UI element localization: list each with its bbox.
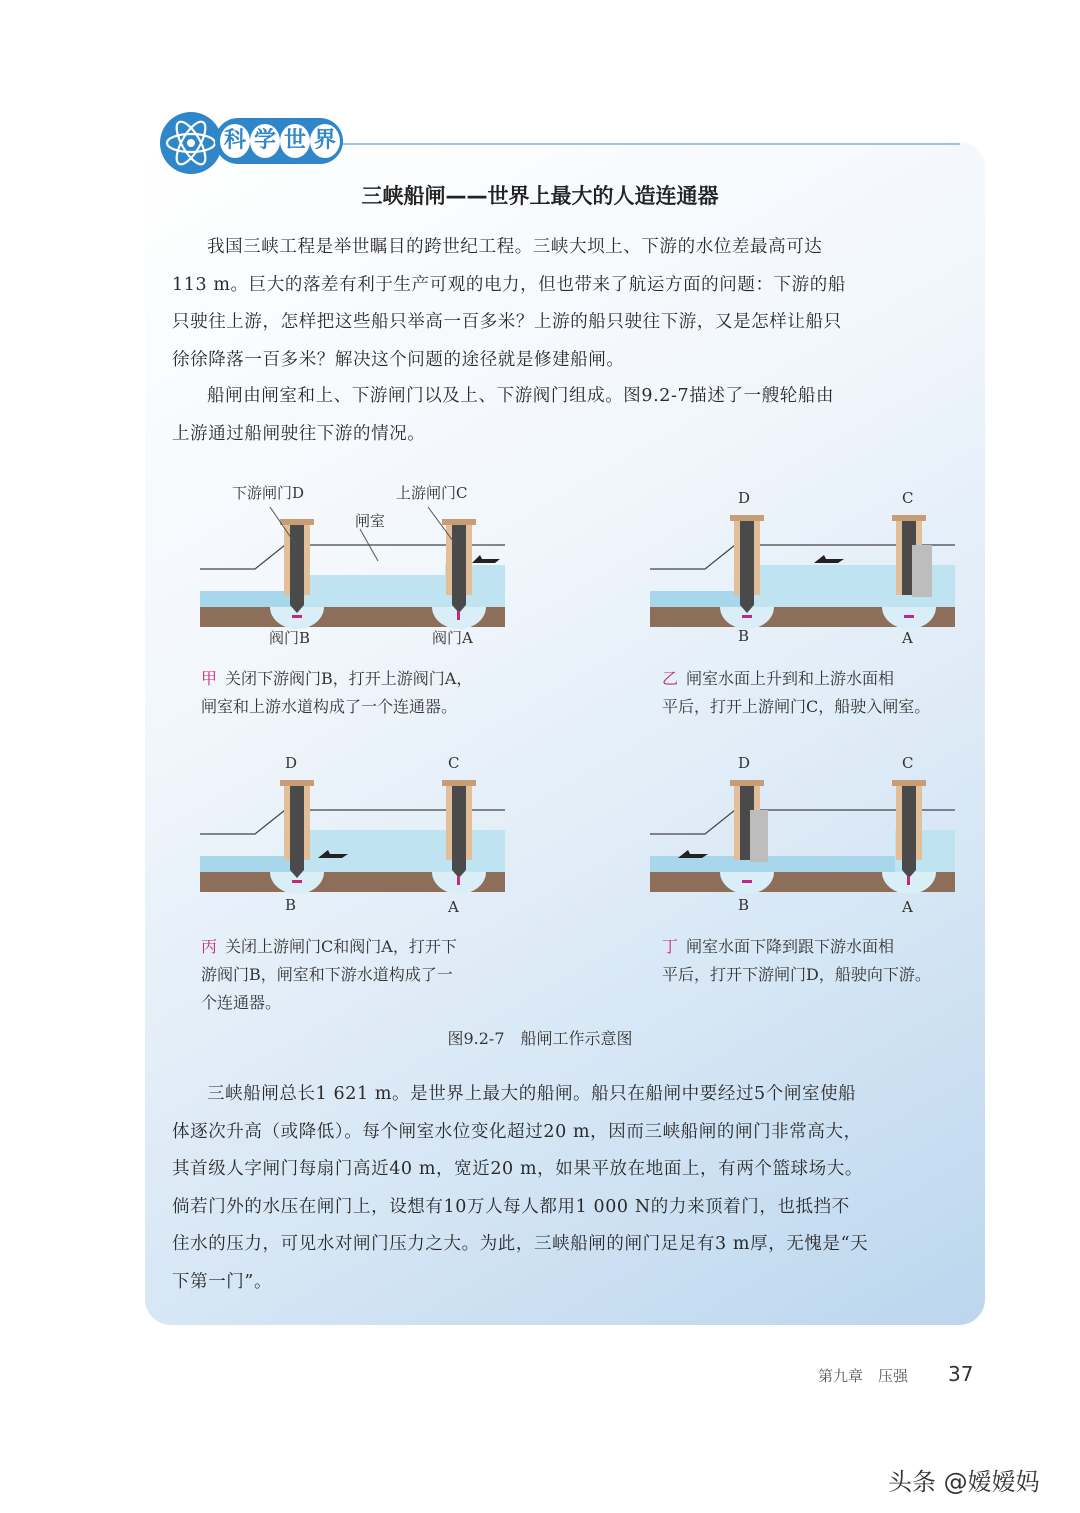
label-a: A [902,629,913,647]
caption-mark: 丙 [201,937,218,956]
label-a: A [902,898,913,916]
caption-mark: 丁 [662,937,679,956]
article-title: 三峡船闸——世界上最大的人造连通器 [361,184,719,208]
caption-line: 闸室和上游水道构成了一个连通器。 [201,697,458,716]
label-b: B [738,627,750,645]
caption-line: 关闭上游闸门C和阀门A，打开下 [225,937,457,956]
text-line: 只驶往上游，怎样把这些船只举高一百多米？上游的船只驶往下游，又是怎样让船只 [172,312,842,332]
label-valve-b: 阀门B [269,629,311,647]
caption-mark: 甲 [201,669,218,688]
lock-diagram-jia [200,505,505,630]
caption-ding [662,933,931,989]
label-gate-d: 下游闸门D [232,484,305,502]
text-line: 113 m。巨大的落差有利于生产可观的电力，但也带来了航运方面的问题：下游的船 [172,274,846,295]
text-line: 其首级人字闸门每扇门高近40 m，宽近20 m，如果平放在地面上，有两个篮球场大。 [172,1159,863,1179]
badge-char: 世 [280,124,310,158]
label-b: B [738,896,750,914]
lock-diagram-bing [200,770,505,895]
badge-char: 科 [220,124,250,158]
text-line: 倘若门外的水压在闸门上，设想有10万人每人都用1 000 N的力来顶着门，也抵挡不 [172,1196,850,1217]
caption-line: 平后，打开上游闸门C，船驶入闸室。 [662,697,931,716]
label-c: C [902,754,914,772]
watermark: 头条 @嫒嫒妈 [888,1468,1040,1496]
label-c: C [448,754,460,772]
caption-line: 平后，打开下游闸门D，船驶向下游。 [662,965,931,984]
text-line: 上游通过船闸驶往下游的情况。 [172,423,426,444]
paragraph-2 [172,378,958,453]
caption-line: 个连通器。 [201,993,282,1012]
lock-diagram-ding [650,770,955,895]
caption-line: 游阀门B，闸室和下游水道构成了一 [201,965,453,984]
label-a: A [448,898,459,916]
caption-line: 闸室水面下降到跟下游水面相 [686,937,895,956]
header-rule [330,143,960,145]
caption-yi [662,665,930,721]
label-valve-a: 阀门A [432,629,473,647]
label-d: D [738,489,751,507]
atom-icon [160,112,222,174]
figure-caption: 图9.2-7 船闸工作示意图 [447,1029,633,1048]
label-c: C [902,489,914,507]
caption-mark: 乙 [662,669,679,688]
text-line: 我国三峡工程是举世瞩目的跨世纪工程。三峡大坝上、下游的水位差最高可达 [207,237,823,257]
text-line: 下第一门”。 [172,1271,273,1292]
badge-char: 学 [250,124,280,158]
text-line: 三峡船闸总长1 621 m。是世界上最大的船闸。船只在船闸中要经过5个闸室使船 [207,1084,857,1104]
text-line: 住水的压力，可见水对闸门压力之大。为此，三峡船闸的闸门足足有3 m厚，无愧是“天 [172,1234,869,1254]
label-b: B [285,896,297,914]
text-line: 船闸由闸室和上、下游闸门以及上、下游阀门组成。图9.2-7描述了一艘轮船由 [207,386,835,406]
label-d: D [285,754,298,772]
chapter-footer: 第九章 压强 [818,1367,909,1385]
text-line: 体逐次升高（或降低）。每个闸室水位变化超过20 m，因而三峡船闸的闸门非常高大， [172,1121,862,1142]
page-number: 37 [948,1362,974,1386]
paragraph-3 [172,1076,958,1301]
badge-char: 界 [310,124,340,158]
lock-diagram-yi [650,505,955,630]
label-d: D [738,754,751,772]
caption-line: 闸室水面上升到和上游水面相 [686,669,895,688]
label-gate-c: 上游闸门C [396,484,468,502]
caption-line: 关闭下游阀门B，打开上游阀门A， [225,669,473,688]
label-chamber: 闸室 [355,512,386,530]
caption-bing [201,933,457,1017]
text-line: 徐徐降落一百多米？解决这个问题的途径就是修建船闸。 [172,349,625,370]
paragraph-1 [172,229,958,379]
caption-jia [201,665,472,721]
